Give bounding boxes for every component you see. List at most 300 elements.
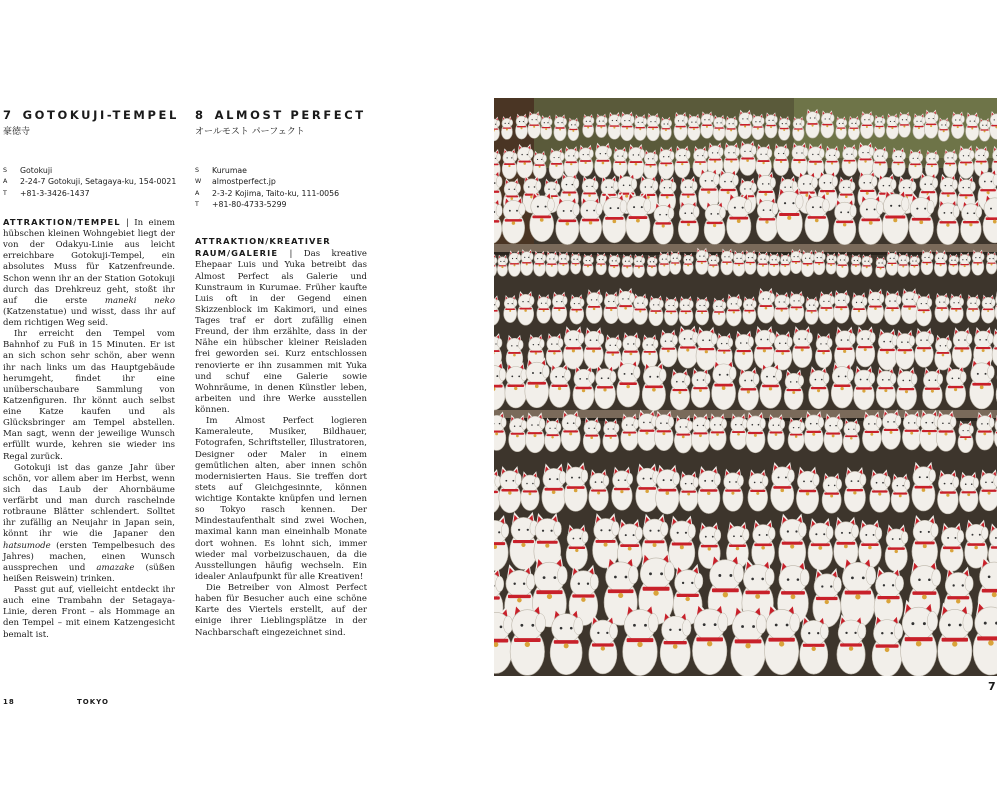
paragraph: Passt gut auf, vielleicht entdeckt ihr auch eine Trambahn der Setagaya-Linie, deren Front – als Hommage an den Tempel – mit einem Katzengesicht bemalt ist. [3, 585, 175, 640]
maneki-neko-figurine [937, 470, 958, 514]
maneki-neko-figurine [658, 146, 674, 179]
maneki-neko-figurine [876, 256, 886, 277]
maneki-neko-figurine [739, 140, 756, 175]
info-row-station [195, 165, 367, 176]
maneki-neko-figurine [670, 369, 690, 410]
maneki-neko-figurine [959, 472, 978, 512]
maneki-neko-figurine [836, 252, 848, 278]
maneki-neko-figurine [844, 467, 866, 512]
maneki-neko-figurine [617, 288, 634, 324]
maneki-neko-figurine [938, 602, 973, 674]
paragraph: Gotokuji ist das ganze Jahr über schön, vor allem aber im Herbst, wenn sich das Laub der Ahornbäume verfärbt und man durch raschelnde rotbraune Blätter schlendert. Solltet ihr zufällig an Neujahr in Japan sein, könnt ihr wie die Japaner den hatsumode (ersten Tempelbesuch des Jahres) machen, einen Wunsch aussprechen und amazake (süßen heißen Reiswein) trinken. [3, 462, 175, 584]
maneki-neko-figurine [528, 111, 541, 138]
maneki-neko-figurine [902, 411, 921, 450]
maneki-neko-figurine [596, 114, 608, 138]
maneki-neko-photo [494, 98, 997, 676]
maneki-neko-figurine [909, 193, 934, 245]
maneki-neko-figurine [821, 110, 834, 138]
maneki-neko-figurine [843, 418, 860, 453]
maneki-neko-figurine [564, 146, 579, 177]
maneki-neko-figurine [858, 142, 874, 176]
maneki-neko-figurine [882, 409, 902, 449]
maneki-neko-figurine [895, 330, 914, 370]
maneki-neko-figurine [642, 361, 666, 410]
station-value: Kurumae [212, 166, 247, 175]
address-value: 2-24-7 Gotokuji, Setagaya-ku, 154-0021 [20, 177, 177, 187]
maneki-neko-figurine [886, 113, 898, 139]
maneki-neko-figurine [695, 297, 709, 325]
maneki-neko-figurine [675, 146, 691, 178]
maneki-neko-figurine [892, 148, 906, 177]
entry-gotokuji [3, 108, 179, 641]
maneki-neko-figurine [813, 250, 825, 275]
maneki-neko-figurine [809, 366, 830, 408]
maneki-neko-figurine [723, 469, 744, 512]
maneki-neko-figurine [936, 410, 956, 451]
maneki-neko-figurine [712, 359, 737, 410]
maneki-neko-figurine [713, 115, 726, 141]
maneki-neko-figurine [508, 250, 521, 276]
maneki-neko-figurine [602, 192, 626, 242]
maneki-neko-figurine [913, 113, 926, 139]
maneki-neko-figurine [862, 411, 881, 451]
maneki-neko-figurine [698, 466, 721, 513]
maneki-neko-figurine [726, 294, 742, 326]
maneki-neko-figurine [696, 327, 717, 371]
maneki-neko-figurine [556, 196, 580, 245]
maneki-neko-figurine [934, 250, 947, 276]
maneki-neko-figurine [986, 252, 997, 274]
maneki-neko-figurine [626, 191, 651, 243]
maneki-neko-figurine [743, 296, 757, 324]
maneki-neko-figurine [752, 520, 776, 569]
maneki-neko-figurine [882, 189, 909, 244]
maneki-neko-figurine [938, 118, 950, 142]
maneki-neko-figurine [564, 462, 588, 511]
maneki-neko-figurine [806, 109, 820, 138]
maneki-neko-figurine [746, 412, 766, 453]
maneki-neko-figurine [525, 357, 550, 407]
maneki-neko-figurine [533, 151, 547, 179]
maneki-neko-figurine [617, 359, 640, 407]
maneki-neko-figurine [834, 327, 855, 370]
info-key: S [3, 167, 7, 174]
info-key: T [195, 200, 199, 208]
phone-value: +81-80-4733-5299 [212, 199, 287, 209]
info-key: W [195, 178, 202, 186]
maneki-neko-figurine [874, 115, 885, 138]
maneki-neko-figurine [801, 250, 814, 277]
maneki-neko-figurine [768, 414, 785, 450]
maneki-neko-figurine [678, 326, 699, 369]
japanese-name: 豪徳寺 [3, 127, 31, 137]
maneki-neko-figurine [509, 415, 527, 452]
shelf-board [494, 244, 997, 252]
maneki-neko-figurine [949, 293, 963, 323]
maneki-neko-figurine [831, 362, 853, 408]
info-block [195, 165, 367, 210]
maneki-neko-figurine [653, 201, 674, 244]
maneki-neko-figurine [833, 290, 849, 323]
maneki-neko-figurine [948, 254, 958, 275]
maneki-neko-figurine [788, 417, 805, 451]
maneki-neko-figurine [966, 294, 980, 322]
maneki-neko-figurine [604, 291, 620, 323]
maneki-neko-figurine [674, 112, 688, 141]
maneki-neko-figurine [793, 116, 805, 141]
maneki-neko-figurine [952, 327, 972, 368]
maneki-neko-figurine [634, 114, 647, 140]
maneki-neko-figurine [633, 254, 645, 278]
maneki-neko-figurine [558, 252, 569, 276]
phone-value: +81-3-3426-1437 [20, 188, 90, 198]
maneki-neko-figurine [979, 118, 990, 141]
maneki-neko-figurine [530, 191, 555, 242]
maneki-neko-figurine [504, 295, 517, 323]
maneki-neko-figurine [822, 473, 842, 513]
page-number-left: 18 [3, 698, 15, 706]
maneki-neko-figurine [970, 358, 995, 409]
address-value: 2-3-2 Kojima, Taito-ku, 111-0056 [212, 188, 340, 198]
maneki-neko-figurine [784, 369, 804, 409]
maneki-neko-figurine [979, 469, 997, 510]
info-row-phone [3, 188, 175, 199]
entry-title [3, 108, 179, 122]
maneki-neko-figurine [604, 334, 621, 369]
maneki-neko-figurine [937, 198, 959, 244]
maneki-neko-figurine [554, 114, 567, 140]
maneki-neko-figurine [727, 192, 752, 244]
maneki-neko-figurine [870, 469, 891, 512]
maneki-neko-figurine [961, 200, 982, 244]
maneki-neko-figurine [976, 412, 995, 450]
maneki-neko-figurine [778, 116, 790, 140]
maneki-neko-figurine [792, 326, 812, 368]
info-key: T [3, 189, 7, 197]
maneki-neko-figurine [505, 362, 527, 408]
category-label: ATTRAKTION/KREATIVER RAUM/GALERIE [195, 236, 331, 259]
maneki-neko-figurine [867, 289, 884, 324]
maneki-neko-figurine [800, 615, 829, 675]
maneki-neko-figurine [730, 413, 748, 449]
maneki-neko-figurine [593, 513, 620, 568]
maneki-neko-figurine [595, 143, 612, 178]
info-row-address [195, 188, 367, 199]
entry-title-text: GOTOKUJI-TEMPEL [22, 108, 179, 122]
maneki-neko-figurine [540, 115, 552, 139]
maneki-neko-figurine [620, 112, 634, 141]
maneki-neko-figurine [731, 604, 767, 676]
maneki-neko-figurine [791, 142, 808, 177]
info-key: A [195, 189, 200, 197]
maneki-neko-figurine [518, 291, 535, 325]
maneki-neko-figurine [594, 364, 616, 408]
maneki-neko-figurine [679, 296, 693, 326]
maneki-neko-figurine [712, 298, 726, 326]
maneki-neko-figurine [748, 469, 768, 511]
maneki-neko-figurine [704, 200, 726, 244]
info-row-phone [195, 199, 367, 210]
maneki-neko-figurine [940, 523, 964, 572]
maneki-neko-figurine [613, 147, 628, 177]
maneki-neko-figurine [915, 328, 934, 368]
maneki-neko-figurine [674, 415, 692, 453]
maneki-neko-figurine [819, 291, 835, 324]
maneki-neko-figurine [851, 254, 861, 275]
maneki-neko-figurine [972, 250, 985, 276]
maneki-neko-figurine [724, 142, 740, 175]
maneki-neko-figurine [885, 524, 908, 571]
maneki-neko-figurine [608, 112, 621, 139]
maneki-neko-figurine [549, 148, 564, 179]
maneki-neko-figurine [692, 602, 727, 675]
maneki-neko-figurine [573, 365, 595, 410]
website-value: almostperfect.jp [212, 177, 276, 187]
maneki-neko-figurine [848, 116, 860, 140]
maneki-neko-figurine [659, 330, 677, 367]
entry-title [195, 108, 367, 122]
maneki-neko-figurine [901, 288, 918, 323]
maneki-neko-figurine [734, 331, 753, 371]
maneki-neko-figurine [691, 413, 710, 452]
maneki-neko-figurine [579, 196, 602, 243]
maneki-neko-figurine [808, 518, 833, 570]
maneki-neko-figurine [842, 144, 858, 176]
info-block [3, 165, 175, 199]
maneki-neko-figurine [502, 148, 517, 179]
maneki-neko-figurine [774, 292, 790, 325]
maneki-neko-figurine [589, 469, 609, 511]
maneki-neko-figurine [502, 196, 525, 244]
maneki-neko-figurine [520, 249, 533, 275]
maneki-neko-figurine [851, 292, 867, 325]
maneki-neko-figurine [924, 110, 938, 139]
info-key: S [195, 167, 199, 174]
maneki-neko-figurine [873, 146, 888, 178]
maneki-neko-figurine [660, 117, 671, 140]
maneki-neko-figurine [609, 253, 621, 277]
paragraph: Im Almost Perfect logieren Kameraleute, Musiker, Bildhauer, Fotografen, Schriftsteller, Illustratoren, Designer oder Maler in einem gemütlichen alten, aber innen schön modernisierten Haus. Sie treffen dort stets auf Gleichgesinnte, können wichtige Kontakte knüpfen und lernen so Tokyo rasch kennen. Der Mindestaufenthalt sind zwei Wochen, maximal kann man eineinhalb Monate dort wohnen. Es lohnt sich, immer wieder mal vorbeizuschauen, da die Ausstellungen häufig wechseln. Ein idealer Anlaufpunkt für alle Kreativen! [195, 416, 367, 582]
maneki-neko-figurine [603, 419, 619, 453]
maneki-neko-figurine [758, 288, 775, 323]
maneki-neko-figurine [537, 294, 551, 323]
maneki-neko-figurine [760, 362, 782, 408]
maneki-neko-figurine [568, 118, 579, 141]
maneki-neko-figurine [813, 568, 842, 627]
maneki-neko-figurine [499, 466, 522, 513]
maneki-neko-figurine [981, 295, 995, 324]
maneki-neko-figurine [884, 290, 901, 325]
maneki-neko-figurine [945, 365, 966, 408]
entry-number: 7 [3, 108, 14, 122]
maneki-neko-figurine [696, 248, 709, 275]
page-number-right: 7 [988, 680, 996, 693]
maneki-neko-figurine [805, 296, 819, 324]
maneki-neko-figurine [517, 144, 534, 178]
maneki-neko-figurine [583, 254, 594, 276]
maneki-neko-figurine [552, 292, 568, 324]
maneki-neko-figurine [501, 116, 512, 139]
maneki-neko-figurine [654, 411, 673, 451]
maneki-neko-figurine [824, 413, 843, 452]
maneki-neko-figurine [754, 326, 775, 369]
japanese-term: amazake [96, 562, 135, 573]
maneki-neko-figurine [834, 198, 857, 245]
entry-title-text: ALMOST PERFECT [214, 108, 366, 122]
maneki-neko-figurine [908, 149, 922, 178]
maneki-neko-figurine [583, 417, 601, 453]
maneki-neko-figurine [872, 614, 903, 676]
maneki-neko-figurine [660, 610, 691, 674]
maneki-neko-figurine [683, 253, 693, 275]
entry-number: 8 [195, 108, 206, 122]
maneki-neko-figurine [901, 600, 938, 676]
maneki-neko-figurine [525, 412, 545, 452]
maneki-neko-figurine [841, 555, 876, 627]
maneki-neko-figurine [701, 111, 714, 138]
maneki-neko-figurine [804, 411, 824, 451]
maneki-neko-figurine [836, 116, 847, 139]
maneki-neko-figurine [916, 293, 932, 326]
maneki-neko-shelves-illustration [494, 98, 997, 676]
maneki-neko-figurine [826, 253, 836, 275]
maneki-neko-figurine [738, 110, 752, 139]
paragraph: ATTRAKTION/KREATIVER RAUM/GALERIE | Das kreative Ehepaar Luis und Yuka betreibt das Almost Perfect als Galerie und Kunstraum in Kurumae. Früher kaufte Luis oft in der Gegend einen Skizzenblock im Kakimori, und eines Tages traf er dort zufällig einen Freund, der ihm erzählte, dass in der Nähe ein hübscher kleiner Reisladen frei geworden sei. Kurz entschlossen renovierte er ihn zusammen mit Yuka und schuf eine Galerie sowie Wohnräume, in denen Künstler leben, arbeiten und ihre Werke ausstellen können. [195, 236, 367, 416]
maneki-neko-figurine [854, 366, 875, 410]
maneki-neko-figurine [566, 524, 588, 569]
maneki-neko-figurine [646, 113, 660, 141]
maneki-neko-figurine [856, 326, 876, 367]
maneki-neko-figurine [584, 327, 604, 369]
maneki-neko-figurine [612, 467, 633, 511]
info-key: A [3, 178, 8, 186]
maneki-neko-figurine [859, 193, 884, 244]
info-row-station [3, 165, 175, 176]
maneki-neko-figurine [733, 250, 746, 276]
paragraph: ATTRAKTION/TEMPEL | In einem hübschen kleinen Wohngebiet liegt der von der Odakyu-Linie aus leicht erreichbare Gotokuji-Tempel, ein absolutes Muss für Katzenfreunde. Schon wenn ihr an der Station Gotokuji durch das Drehkreuz geht, stoßt ihr auf die erste maneki neko (Katzenstatue) und wisst, dass ihr auf dem richtigen Weg seid. [3, 216, 176, 329]
maneki-neko-figurine [896, 367, 917, 410]
maneki-neko-figurine [925, 150, 939, 178]
japanese-term: maneki neko [104, 295, 176, 306]
maneki-neko-figurine [923, 367, 943, 409]
maneki-neko-figurine [534, 251, 546, 277]
maneki-neko-figurine [709, 413, 727, 450]
maneki-neko-figurine [708, 253, 719, 276]
maneki-neko-figurine [745, 250, 757, 275]
maneki-neko-figurine [876, 367, 896, 408]
maneki-neko-figurine [563, 326, 584, 369]
maneki-neko-figurine [771, 462, 795, 511]
entry-body [3, 217, 175, 641]
maneki-neko-figurine [765, 602, 800, 674]
maneki-neko-figurine [622, 254, 633, 277]
maneki-neko-figurine [898, 112, 911, 138]
maneki-neko-figurine [633, 293, 648, 324]
maneki-neko-figurine [510, 603, 545, 676]
maneki-neko-figurine [752, 114, 765, 140]
maneki-neko-figurine [909, 254, 919, 275]
maneki-neko-figurine [943, 149, 957, 177]
maneki-neko-figurine [570, 294, 585, 324]
maneki-neko-figurine [837, 614, 866, 674]
maneki-neko-figurine [959, 252, 971, 276]
station-value: Gotokuji [20, 166, 53, 175]
maneki-neko-figurine [669, 516, 696, 571]
info-row-address [3, 176, 175, 187]
maneki-neko-figurine [912, 462, 936, 511]
paragraph: Die Betreiber von Almost Perfect haben für Besucher auch eine schöne Karte des Viertels erstellt, auf der einige ihrer Lieblingsplätze in der Nachbarschaft eingezeichnet sind. [195, 583, 367, 638]
maneki-neko-figurine [860, 111, 873, 139]
maneki-neko-figurine [921, 250, 933, 275]
maneki-neko-figurine [935, 293, 949, 323]
maneki-neko-figurine [642, 334, 658, 368]
entry-almost-perfect [195, 108, 367, 639]
maneki-neko-figurine [542, 464, 566, 514]
maneki-neko-figurine [688, 114, 701, 141]
maneki-neko-figurine [796, 467, 819, 514]
maneki-neko-figurine [877, 329, 897, 370]
maneki-neko-figurine [861, 254, 872, 277]
maneki-neko-figurine [769, 253, 780, 276]
maneki-neko-figurine [891, 474, 910, 513]
maneki-neko-figurine [561, 410, 581, 451]
maneki-neko-figurine [623, 602, 659, 675]
maneki-neko-figurine [494, 412, 506, 451]
maneki-neko-figurine [725, 116, 737, 141]
maneki-neko-figurine [636, 464, 660, 512]
maneki-neko-figurine [756, 196, 778, 241]
maneki-neko-figurine [670, 251, 681, 275]
maneki-neko-figurine [578, 145, 593, 176]
maneki-neko-figurine [790, 249, 802, 274]
maneki-neko-figurine [647, 255, 657, 276]
maneki-neko-figurine [789, 291, 804, 323]
maneki-neko-figurine [898, 253, 910, 277]
maneki-neko-figurine [589, 614, 618, 674]
maneki-neko-figurine [958, 145, 974, 178]
maneki-neko-figurine [546, 333, 563, 368]
maneki-neko-figurine [780, 253, 791, 275]
japanese-name: オールモスト パーフェクト [195, 127, 305, 137]
entry-body [195, 236, 367, 639]
running-title: TOKYO [77, 698, 109, 706]
maneki-neko-figurine [570, 253, 581, 275]
maneki-neko-figurine [757, 251, 769, 276]
maneki-neko-figurine [644, 150, 658, 179]
maneki-neko-figurine [583, 114, 594, 138]
maneki-neko-figurine [549, 363, 571, 408]
maneki-neko-figurine [628, 144, 645, 179]
maneki-neko-figurine [678, 200, 699, 243]
maneki-neko-figurine [756, 144, 772, 178]
maneki-neko-figurine [825, 146, 840, 177]
maneki-neko-figurine [510, 512, 538, 570]
maneki-neko-figurine [765, 112, 778, 138]
maneki-neko-figurine [721, 249, 734, 275]
maneki-neko-figurine [805, 191, 829, 241]
maneki-neko-figurine [497, 255, 508, 277]
maneki-neko-figurine [521, 471, 540, 510]
japanese-term: hatsumode [3, 540, 51, 551]
maneki-neko-figurine [515, 114, 527, 139]
maneki-neko-figurine [664, 297, 678, 326]
maneki-neko-figurine [776, 186, 803, 242]
maneki-neko-figurine [935, 335, 952, 370]
paragraph: Ihr erreicht den Tempel vom Bahnhof zu Fuß in 15 Minuten. Er ist an sich schon sehr schön, aber wenn ihr nach links um das Hauptgebäude herumgeht, findet ihr eine unüberschaubare Sammlung von Katzenfiguren. Ihr könnt auch selbst eine Katze kaufen und als Glücksbringer am Tempel abstellen. Man sagt, wenn der jeweilige Wunsch erfüllt wurde, kehren sie wieder ins Regal zurück. [3, 329, 175, 462]
maneki-neko-figurine [966, 112, 980, 140]
maneki-neko-figurine [546, 251, 559, 277]
maneki-neko-figurine [815, 333, 832, 368]
